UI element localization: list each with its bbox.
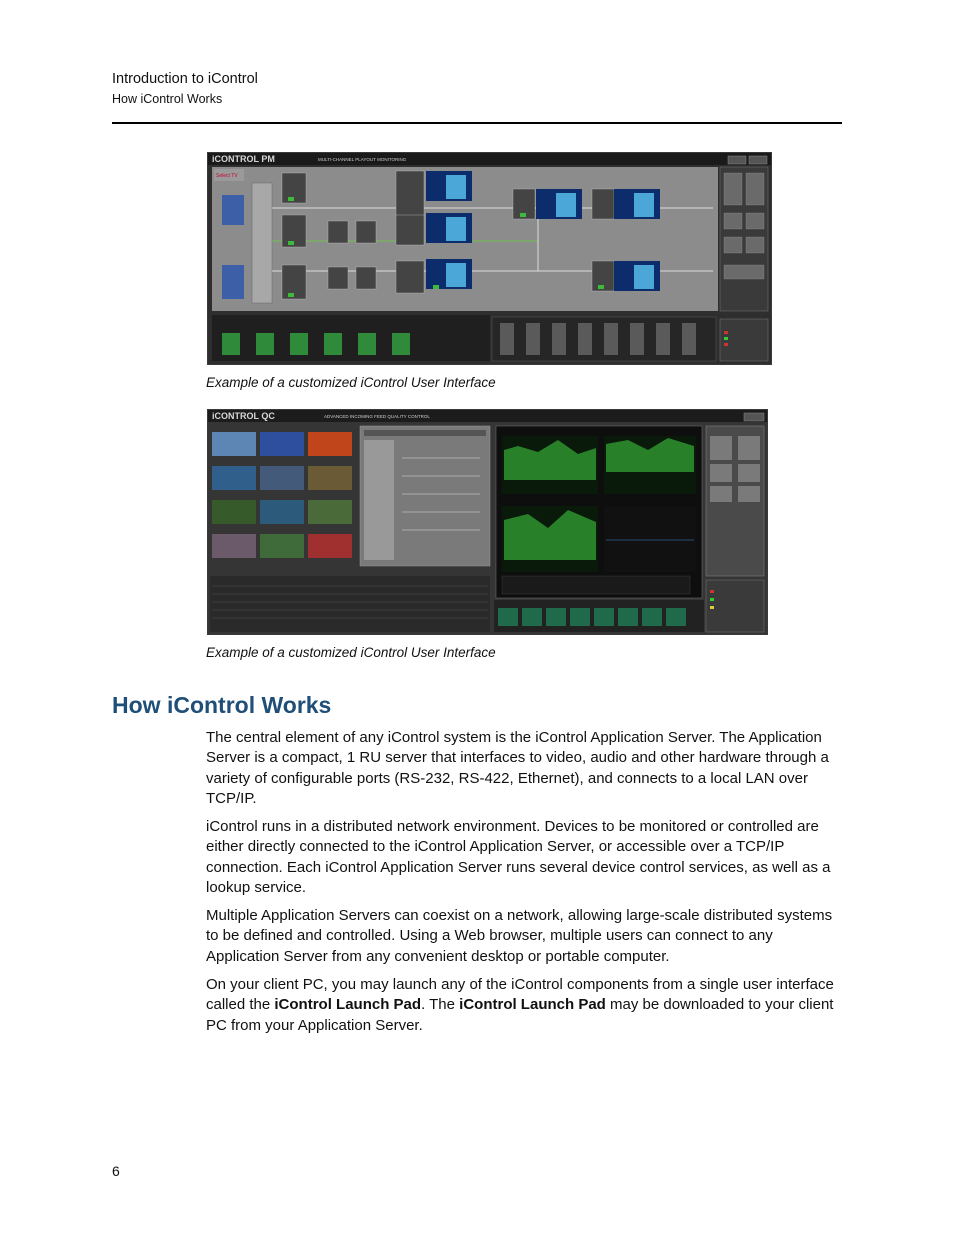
figure-2-subtitle: ADVANCED INCOMING FEED QUALITY CONTROL	[324, 414, 430, 419]
body-paragraph-2: iControl runs in a distributed network environment. Devices to be monitored or controlled are either directly connected to the iControl Application Server, or accessible over a TCP/IP connection. Each iControl Application Server runs several device control services, as well as a lookup service.	[206, 818, 831, 896]
figure-icontrol-qc	[207, 409, 768, 635]
figure-1-caption: Example of a customized iControl User Interface	[206, 375, 496, 390]
header-rule	[112, 122, 842, 124]
launch-pad-term-2: iControl Launch Pad	[459, 996, 606, 1014]
figure-2-caption: Example of a customized iControl User Interface	[206, 645, 496, 660]
p4-text-1: On your client PC, you may launch any of the iControl components from a single user interface called the	[206, 976, 834, 1014]
svg-text:Select TV: Select TV	[216, 173, 238, 179]
page-number: 6	[112, 1163, 120, 1179]
launch-pad-term-1: iControl Launch Pad	[274, 996, 422, 1014]
running-header-section: How iControl Works	[112, 92, 223, 106]
body-paragraph-3: Multiple Application Servers can coexist on a network, allowing large-scale distributed systems to be defined and controlled. Using a Web browser, multiple users can connect to any Application Server from any convenient desktop or portable computer.	[206, 907, 833, 965]
figure-2-title: iCONTROL QC	[212, 411, 275, 421]
figure-1-subtitle: MULTI-CHANNEL PLAYOUT MONITORING	[318, 157, 407, 162]
body-paragraph-4	[206, 975, 842, 1036]
p4-text-3: may be downloaded to your client PC from your Application Server.	[206, 996, 834, 1034]
running-header-chapter: Introduction to iControl	[112, 71, 258, 87]
figure-icontrol-pm	[207, 152, 772, 365]
body-paragraph-1: The central element of any iControl system is the iControl Application Server. The Application Server is a compact, 1 RU server that interfaces to video, audio and other hardware through a variety of configurable ports (RS-232, RS-422, Ethernet), and connects to a local LAN over TCP/IP.	[206, 729, 829, 807]
p4-text-2: . The	[421, 996, 460, 1014]
section-heading: How iControl Works	[112, 692, 332, 718]
figure-1-title: iCONTROL PM	[212, 154, 275, 164]
